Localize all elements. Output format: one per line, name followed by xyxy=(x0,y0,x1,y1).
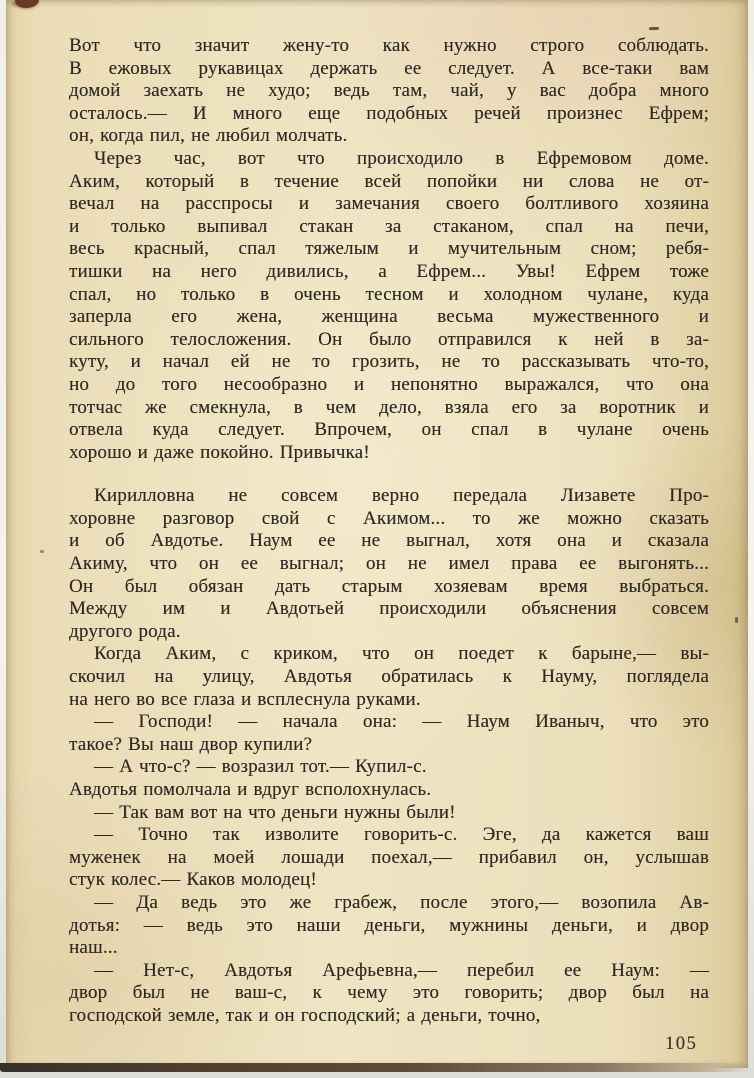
text-line: стук колес.— Каков молодец! xyxy=(69,869,317,891)
text-line: В ежовых рукавицах держать ее следует. А все-таки вам xyxy=(69,57,709,79)
text-line: — Точно так изволите говорить-с. Эге, да кажется ваш xyxy=(94,824,709,846)
text-line: Аким, который в течение всей попойки ни слова не от- xyxy=(69,170,709,192)
text-line: муженек на моей лошади поехал,— прибавил он, услышав xyxy=(69,846,709,868)
text-line: хорошо и даже покойно. Привычка! xyxy=(69,441,370,463)
text-line: господской земле, так и он господский; а деньги, точно, xyxy=(69,1004,541,1026)
text-line: наш... xyxy=(69,937,118,959)
text-line: — А что-с? — возразил тот.— Купил-с. xyxy=(94,756,427,778)
text-line: — Да ведь это же грабеж, после этого,— возопила Ав- xyxy=(94,891,709,913)
scan-artifact-speck xyxy=(735,617,738,623)
text-line: вечал на расспросы и замечания своего болтливого хозяина xyxy=(69,193,709,215)
page-number: 105 xyxy=(665,1034,698,1054)
text-line: и об Авдотье. Наум ее не выгнал, хотя она и сказала xyxy=(69,530,709,552)
text-line: домой заехать не худо; ведь там, чай, у вас добра много xyxy=(69,80,709,102)
scan-artifact-speck xyxy=(40,550,44,553)
text-line: скочил на улицу, Авдотья обратилась к Науму, поглядела xyxy=(69,666,709,688)
text-line: осталось.— И много еще подобных речей произнес Ефрем; xyxy=(69,102,709,124)
text-line: Между им и Авдотьей происходили объяснения совсем xyxy=(69,598,709,620)
text-line: — Господи! — начала она: — Наум Иваныч, что это xyxy=(94,711,709,733)
text-line: Акиму, что он ее выгнал; он не имел права ее выгонять... xyxy=(69,553,709,575)
text-line: сильного телосложения. Он было отправился к ней в за- xyxy=(69,328,709,350)
text-line: Кирилловна не совсем верно передала Лизавете Про- xyxy=(94,485,709,507)
text-line: тишки на него дивились, а Ефрем... Увы! Ефрем тоже xyxy=(69,260,709,282)
text-line: куту, и начал ей не то грозить, не то рассказывать что-то, xyxy=(69,351,709,373)
text-line: тотчас же смекнула, в чем дело, взяла его за воротник и xyxy=(69,396,709,418)
text-line: заперла его жена, женщина весьма мужественного и xyxy=(69,306,709,328)
text-line: дотья: — ведь это наши деньги, мужнины деньги, и двор xyxy=(69,914,709,936)
text-line: Когда Аким, с криком, что он поедет к барыне,— вы- xyxy=(94,643,709,665)
text-line: хоровне разговор свой с Акимом... то же можно сказать xyxy=(69,507,709,529)
text-line: Он был обязан дать старым хозяевам время выбраться. xyxy=(69,575,709,597)
text-line: спал, но только в очень тесном и холодном чулане, куда xyxy=(69,283,709,305)
text-line: двор был не ваш-с, к чему это говорить; двор был на xyxy=(69,982,709,1004)
text-line: на него во все глаза и всплеснула руками. xyxy=(69,688,421,710)
text-line: отвела куда следует. Впрочем, он спал в чулане очень xyxy=(69,419,709,441)
text-line: но до того несообразно и непонятно выражался, что она xyxy=(69,373,709,395)
text-line: Вот что значит жену-то как нужно строго соблюдать. xyxy=(69,35,709,56)
text-line: — Нет-с, Авдотья Арефьевна,— перебил ее Наум: — xyxy=(94,959,709,981)
book-page xyxy=(6,0,748,1068)
text-line: — Так вам вот на что деньги нужны были! xyxy=(94,801,456,823)
scan-artifact-top-left-mark xyxy=(15,0,39,8)
text-line: Авдотья помолчала и вдруг всполохнулась. xyxy=(69,779,432,800)
text-line: и только выпивал стакан за стаканом, спал на печи, xyxy=(69,215,709,237)
page-bottom-edge xyxy=(0,1063,750,1072)
text-line: Через час, вот что происходило в Ефремовом доме. xyxy=(94,147,709,169)
text-line: такое? Вы наш двор купили? xyxy=(69,733,313,755)
scan-artifact-dash xyxy=(649,27,659,31)
text-line: другого рода. xyxy=(69,620,181,642)
text-line: он, когда пил, не любил молчать. xyxy=(69,125,348,147)
text-line: весь красный, спал тяжелым и мучительным сном; ребя- xyxy=(69,238,709,260)
page-text-block xyxy=(69,35,709,1028)
